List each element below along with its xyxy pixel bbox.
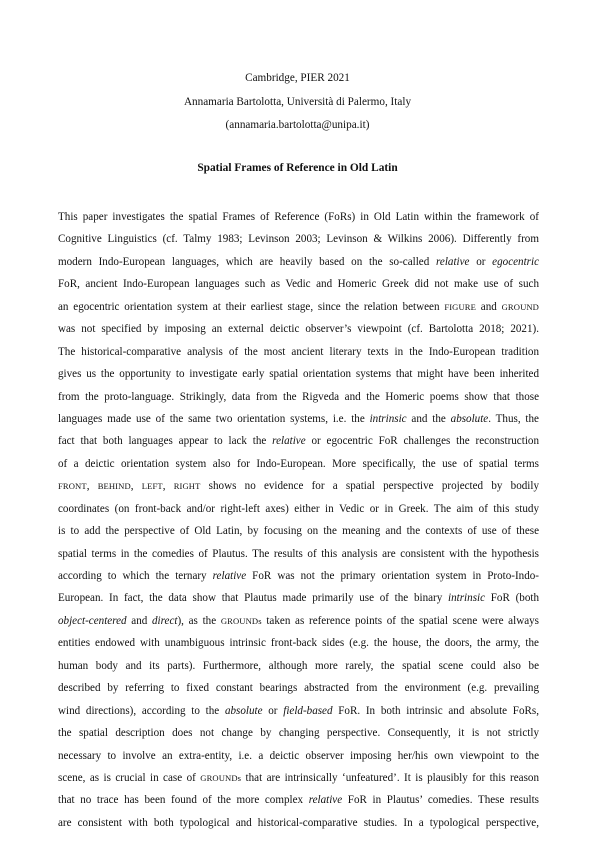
conference-line: Cambridge, PIER 2021	[245, 72, 350, 84]
text-run: the spatial description does not change by changing perspective. Consequently, it is not strictly	[58, 727, 539, 740]
abstract-line	[58, 228, 539, 250]
text-run: that are intrinsically ‘unfeatured’. It is plausibly for this reason	[241, 771, 539, 784]
abstract-line	[58, 745, 539, 767]
italic-term: direct	[152, 614, 178, 627]
small-caps-term: FRONT	[58, 481, 87, 492]
text-run: languages made use of the same two orientation systems, i.e. the	[58, 412, 370, 425]
text-run: FoR, ancient Indo-European languages such as Vedic and Homeric Greek did not make use of such	[58, 278, 539, 291]
text-run: from the proto-language. Strikingly, data from the Rigveda and the Homeric poems show that those	[58, 390, 539, 403]
abstract-line	[58, 430, 539, 452]
author-line: Annamaria Bartolotta, Università di Palermo, Italy	[183, 96, 412, 108]
italic-term: relative	[272, 435, 306, 448]
text-run: coordinates (on front-back and/or right-left axes) either in Vedic or in Greek. The aim of this study	[58, 502, 539, 515]
abstract-line	[58, 273, 539, 295]
abstract-line	[58, 318, 539, 340]
text-run: European. In fact, the data show that Plautus made primarily use of the binary	[58, 592, 449, 605]
text-run: or egocentric FoR challenges the reconstruction	[305, 435, 539, 448]
abstract-line	[58, 251, 539, 273]
abstract-line	[58, 632, 539, 654]
abstract-line	[58, 587, 539, 609]
abstract-line	[58, 677, 539, 699]
text-run: according to which the ternary	[58, 570, 213, 582]
text-run: was not specified by imposing an external deictic observer’s viewpoint (cf. Bartolotta 2018; 2021).	[58, 323, 539, 336]
text-run: described by referring to fixed constant bearings abstracted from the environment (e.g. prevailing	[58, 682, 539, 695]
abstract-line	[58, 475, 539, 497]
small-caps-term: LEFT	[141, 481, 163, 492]
text-run: FoR (both	[485, 592, 539, 605]
text-run: and the	[406, 412, 451, 425]
text-run: This paper investigates the spatial Frames of Reference (FoRs) in Old Latin within the framework of	[58, 211, 539, 223]
text-run: shows no evidence for a spatial perspective projected by bodily	[200, 480, 539, 493]
paper-title: Spatial Frames of Reference in Old Latin	[197, 162, 398, 174]
text-run: is to add the perspective of Old Latin, by focusing on the meaning and the contexts of use of these	[58, 525, 539, 538]
text-run: . Thus, the	[488, 412, 539, 425]
abstract-line	[58, 408, 539, 430]
abstract-line	[58, 363, 539, 385]
text-run: are consistent with both typological and historical-comparative studies. In a typological perspective,	[58, 816, 539, 829]
text-run: that no trace has been found of the more complex	[58, 794, 309, 807]
text-run: Cognitive Linguistics (cf. Talmy 1983; Levinson 2003; Levinson & Wilkins 2006). Differently from	[58, 233, 539, 246]
abstract-line	[58, 498, 539, 520]
text-run: or	[262, 704, 284, 717]
text-run: taken as reference points of the spatial scene were always	[261, 614, 539, 627]
text-run: The historical-comparative analysis of the most ancient literary texts in the Indo-European tradition	[58, 345, 539, 358]
text-run: spatial terms in the comedies of Plautus. The results of this analysis are consistent with the hypothesis	[58, 547, 539, 560]
abstract-line	[58, 543, 539, 565]
small-caps-term: GROUNDs	[220, 615, 262, 626]
text-run: or	[469, 255, 493, 268]
text-run: an egocentric orientation system at their earliest stage, since the relation between	[58, 300, 445, 313]
text-run: necessary to involve an extra-entity, i.e. a deictic observer imposing her/his own viewpoint to the	[58, 749, 539, 762]
abstract-line	[58, 341, 539, 363]
text-run: ,	[130, 480, 142, 493]
italic-term: absolute	[450, 412, 489, 425]
text-run: ,	[86, 480, 98, 493]
italic-term: egocentric	[492, 255, 539, 268]
abstract-line	[58, 565, 539, 587]
abstract-line	[58, 520, 539, 542]
italic-term: absolute	[224, 704, 263, 717]
italic-term: relative	[436, 255, 470, 268]
abstract-body	[58, 206, 539, 834]
small-caps-term: FIGURE	[444, 301, 476, 312]
italic-term: object-centered	[58, 614, 127, 627]
italic-term: intrinsic	[448, 592, 486, 605]
text-run: FoR in Plautus’ comedies. These results	[342, 794, 539, 807]
italic-term: relative	[212, 570, 247, 582]
text-run: FoR. In both intrinsic and absolute FoRs,	[332, 704, 539, 717]
text-run: and	[126, 614, 152, 627]
abstract-line	[58, 610, 539, 632]
text-run: fact that both languages appear to lack the	[58, 435, 273, 448]
text-run: FoR was not the primary orientation system in Proto-Indo-	[246, 570, 539, 582]
small-caps-term: RIGHT	[173, 481, 201, 492]
text-run: ,	[162, 480, 174, 493]
abstract-line	[58, 812, 539, 834]
abstract-line	[58, 206, 539, 228]
text-run: wind directions), according to the	[58, 704, 225, 717]
text-run: modern Indo-European languages, which are heavily based on the so-called	[58, 255, 436, 268]
abstract-line	[58, 767, 539, 789]
text-run: ), as the	[177, 614, 221, 627]
italic-term: intrinsic	[369, 412, 407, 425]
abstract-line	[58, 700, 539, 722]
abstract-line	[58, 722, 539, 744]
small-caps-term: GROUND	[501, 301, 539, 312]
text-run: and	[475, 300, 502, 313]
italic-term: field-based	[283, 704, 333, 717]
author-email: (annamaria.bartolotta@unipa.it)	[225, 119, 370, 131]
text-run: gives us the opportunity to investigate early spatial orientation systems that might have been inherited	[58, 368, 539, 381]
text-run: entities endowed with unambiguous intrinsic front-back sides (e.g. the house, the doors, the army, the	[58, 637, 539, 650]
small-caps-term: BEHIND	[97, 481, 131, 492]
text-run: of a deictic orientation system also for Indo-European. More specifically, the use of spatial terms	[58, 457, 539, 470]
abstract-line	[58, 789, 539, 811]
abstract-line	[58, 453, 539, 475]
text-run: scene, as is crucial in case of	[58, 771, 201, 784]
small-caps-term: GROUNDs	[200, 772, 242, 783]
abstract-line	[58, 655, 539, 677]
italic-term: relative	[308, 794, 343, 807]
text-run: human body and its parts). Furthermore, although more rarely, the spatial scene could also be	[58, 659, 539, 672]
abstract-line	[58, 296, 539, 318]
abstract-line	[58, 386, 539, 408]
